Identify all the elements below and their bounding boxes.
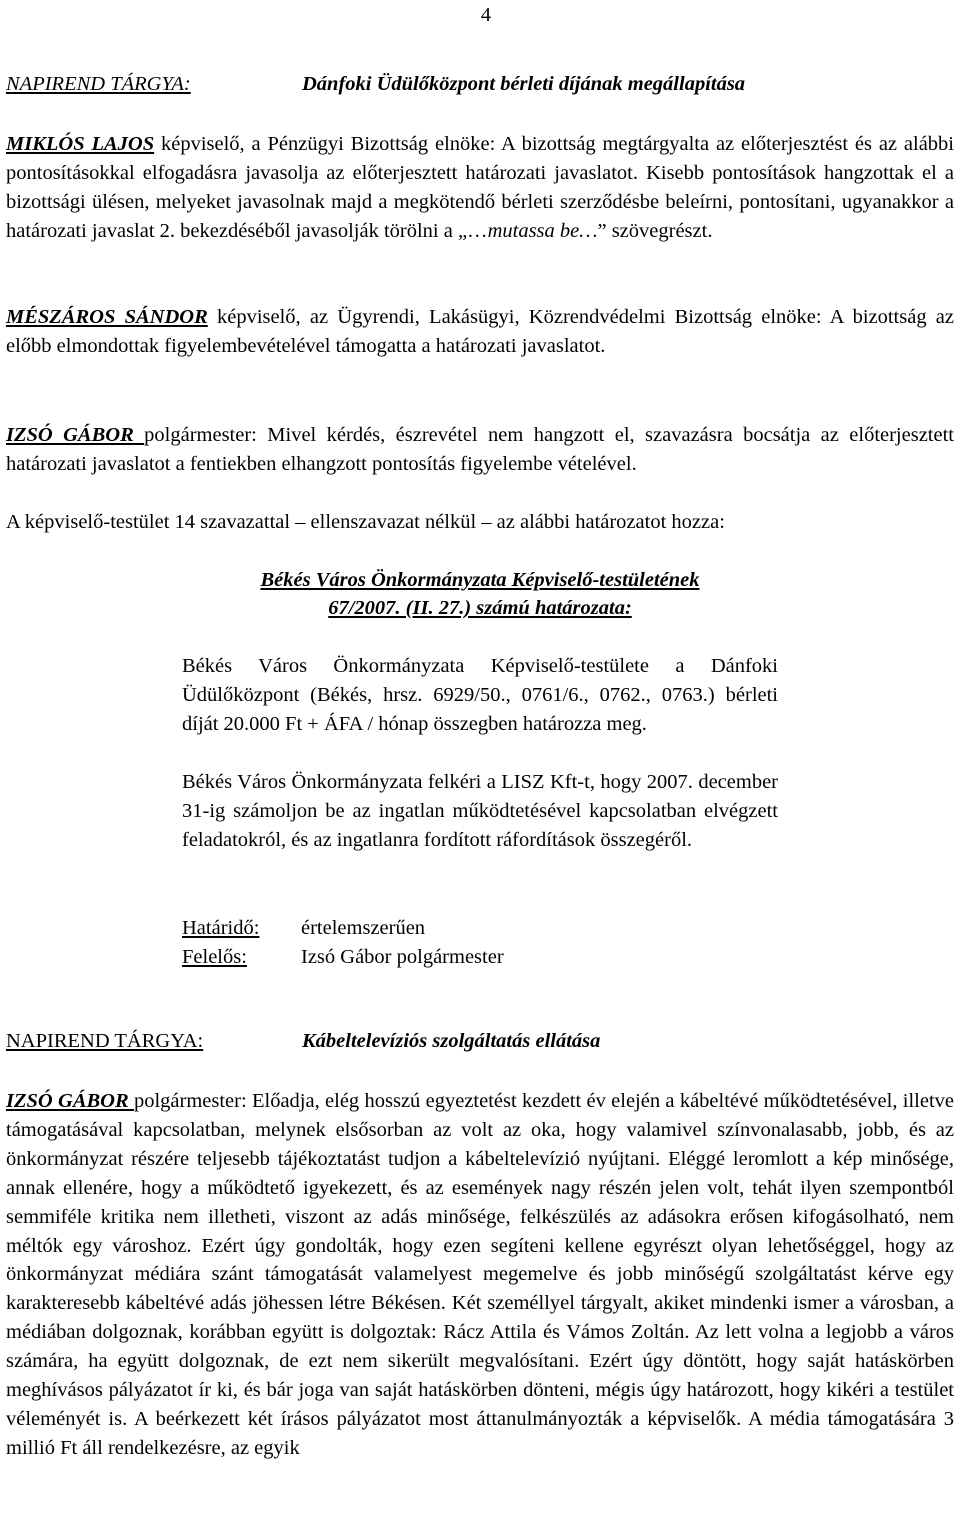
resolution-body: Békés Város Önkormányzata Képviselő-testülete a Dánfoki Üdülőközpont (Békés, hrsz. 6929/50., 0761/6., 0762., 0763.) bérleti díját 20.000 Ft + ÁFA / hónap összegben határozza meg.	[182, 655, 778, 735]
responsible-row	[182, 943, 504, 972]
responsible-label: Felelős:	[182, 946, 247, 968]
agenda-label: NAPIREND TÁRGYA:	[6, 73, 191, 95]
speaker-name: MIKLÓS LAJOS	[6, 133, 155, 155]
speech-paragraph	[6, 421, 954, 479]
deadline-label: Határidő:	[182, 917, 260, 939]
deadline-value: értelemszerűen	[301, 917, 426, 939]
page-number: 4	[480, 4, 491, 26]
agenda-heading	[6, 73, 954, 103]
speaker-name: IZSÓ GÁBOR	[6, 424, 145, 446]
agenda-label: NAPIREND TÁRGYA:	[6, 1030, 204, 1052]
agenda-title: Kábeltelevíziós szolgáltatás ellátása	[302, 1030, 601, 1052]
agenda-heading	[6, 1030, 954, 1060]
deadline-row	[182, 914, 425, 943]
vote-statement: A képviselő-testület 14 szavazattal – ellenszavazat nélkül – az alábbi határozatot hozza:	[6, 511, 725, 533]
speech-paragraph	[6, 130, 954, 246]
resolution-number: 67/2007. (II. 27.) számú határozata:	[328, 597, 632, 619]
agenda-title: Dánfoki Üdülőközpont bérleti díjának megállapítása	[302, 73, 746, 95]
resolution-body: Békés Város Önkormányzata felkéri a LISZ Kft-t, hogy 2007. december 31-ig számoljon be az ingatlan működtetésével kapcsolatban elvégzett feladatokról, és az ingatlanra fordított ráfordítások összegéről.	[182, 771, 778, 851]
speech-text-end: ” szövegrészt.	[597, 219, 713, 242]
responsible-value: Izsó Gábor polgármester	[301, 946, 504, 968]
speech-text: polgármester: Mivel kérdés, észrevétel nem hangzott el, szavazásra bocsátja az előterjesztett határozati javaslatot a fentiekben elhangzott pontosítás figyelembe vételével.	[6, 424, 954, 475]
speech-text: képviselő, a Pénzügyi Bizottság elnöke: A bizottság megtárgyalta az előterjesztést és az alábbi pontosításokkal elfogadásra javasolja az előterjesztett határozati javaslatot. Kisebb pontosítások hangzottak el a bizottsági ülésen, melyeket javasolnak majd a megkötendő bérleti szerződésbe beleírni, pontosítani, ugyanakkor a határozati javaslat 2. bekezdéséből javasolják törölni a „…	[6, 133, 954, 242]
speaker-name: IZSÓ GÁBOR	[6, 1090, 134, 1112]
quoted-text: mutassa be…	[487, 219, 598, 242]
speech-paragraph	[6, 1087, 954, 1463]
speech-text: képviselő, az Ügyrendi, Lakásügyi, Közrendvédelmi Bizottság elnöke: A bizottság az előbb elmondottak figyelembevételével támogatta a határozati javaslatot.	[6, 306, 954, 357]
resolution-title: Békés Város Önkormányzata Képviselő-testületének	[260, 569, 700, 591]
speech-text: polgármester: Előadja, elég hosszú egyeztetést kezdett év elején a kábeltévé működtetésével, illetve támogatásával kapcsolatban, melynek elsősorban az volt az oka, hogy valamivel színvonalasabb, jobb, és az önkormányzat részére teljesebb tájékoztatást tudjon a kábeltelevízió nyújtani. Eléggé leromlott a kép minősége, annak ellenére, hogy a működtető igyekezett, és az események nagy részén jelen volt, tehát ilyen szempontból semmiféle kritika nem illetheti, viszont az adás minősége, felkészülés az adásokra erősen kifogásolható, nem méltók egy városhoz. Ezért úgy gondolták, hogy ezen segíteni kellene egyrészt olyan lehetőséggel, hogy az önkormányzat médiára szánt támogatását valamelyest megemelve és jobb minőségű szolgáltatást kérve egy karakteresebb kábeltévé adás jöhessen létre Békésen. Két személlyel tárgyalt, akiket mindenki ismer a városban, a médiában dolgoznak, korábban együtt is dolgoztak: Rácz Attila és Vámos Zoltán. Az lett volna a legjobb a város számára, ha együtt dolgoznak, de ezt nem sikerült megvalósítani. Ezért úgy döntött, hogy saját hatáskörben meghívásos pályázatot ír ki, és bár joga van saját hatáskörben dönteni, mégis úgy határozott, hogy kikéri a testület véleményét is. A beérkezett két írásos pályázatot most áttanulmányozták a képviselők. A média támogatására 3 millió Ft áll rendelkezésre, az egyik	[6, 1090, 954, 1459]
speaker-name: MÉSZÁROS SÁNDOR	[6, 306, 208, 328]
speech-paragraph	[6, 303, 954, 361]
